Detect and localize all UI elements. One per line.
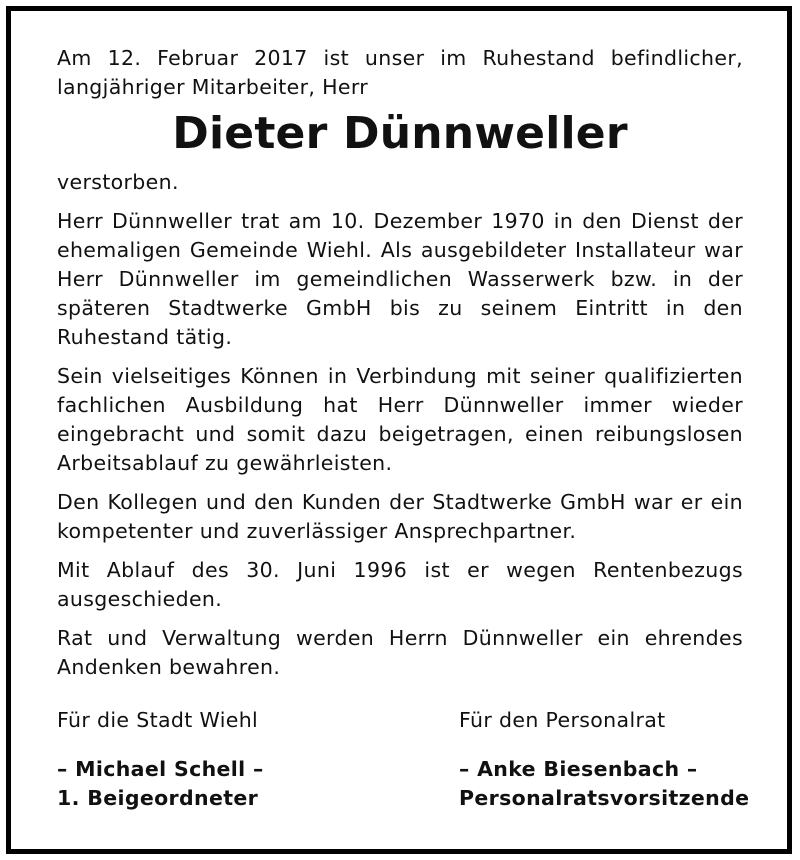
- signature-city-role: 1. Beigeordneter: [57, 786, 259, 810]
- signature-city-name: – Michael Schell –: [57, 757, 264, 781]
- signature-city-title: Für die Stadt Wiehl: [57, 708, 259, 732]
- colleagues-paragraph: Den Kollegen und den Kunden der Stadtwerke GmbH war er ein kompetenter und zuverlässiger Ansprechpartner.: [57, 490, 743, 543]
- remembrance-paragraph: Rat und Verwaltung werden Herrn Dünnweller ein ehrendes Andenken bewahren.: [57, 626, 743, 679]
- signature-block: [57, 706, 750, 813]
- signature-council-role: Personalratsvorsitzende: [459, 786, 750, 810]
- skills-paragraph: Sein vielseitiges Können in Verbindung mit seiner qualifizierten fachlichen Ausbildung hat Herr Dünnweller immer wieder eingebracht und somit dazu beigetragen, einen reibungslosen Arbeitsablauf zu gewährleisten.: [57, 364, 743, 475]
- obituary-notice: [57, 44, 750, 813]
- intro-text: Am 12. Februar 2017 ist unser im Ruhestand befindlicher, langjähriger Mitarbeiter, Herr: [57, 46, 743, 99]
- signature-city: [57, 706, 459, 813]
- career-paragraph: Herr Dünnweller trat am 10. Dezember 1970 in den Dienst der ehemaligen Gemeinde Wiehl. Als ausgebildeter Installateur war Herr Dünnweller im gemeindlichen Wasserwerk bzw. in der späteren Stadtwerke GmbH bis zu seinem Eintritt in den Ruhestand tätig.: [57, 209, 743, 349]
- signature-council-name: – Anke Biesenbach –: [459, 757, 698, 781]
- died-text: verstorben.: [57, 170, 179, 194]
- retirement-paragraph: Mit Ablauf des 30. Juni 1996 ist er wegen Rentenbezugs ausgeschieden.: [57, 558, 743, 611]
- signature-council: [459, 706, 750, 813]
- deceased-name: Dieter Dünnweller: [172, 108, 628, 159]
- signature-council-title: Für den Personalrat: [459, 708, 666, 732]
